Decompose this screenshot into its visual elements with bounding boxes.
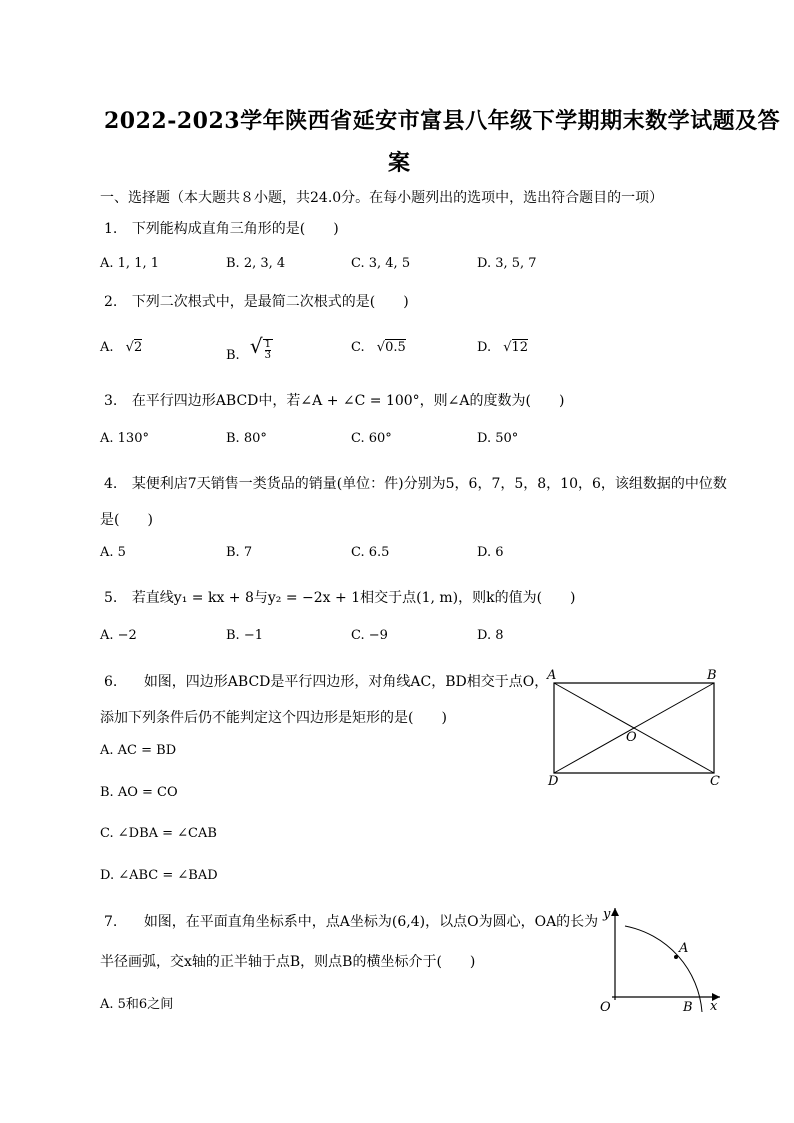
option-6c[interactable]: C. ∠DBA = ∠CAB — [100, 826, 217, 841]
option-6d[interactable]: D. ∠ABC = ∠BAD — [100, 868, 218, 883]
option-5d[interactable]: D. 8 — [477, 628, 504, 643]
option-2c[interactable]: C. √0.5 — [351, 340, 406, 355]
label-b: B — [707, 668, 717, 683]
option-4c[interactable]: C. 6.5 — [351, 545, 390, 560]
label-d: D — [548, 774, 559, 789]
question-number: 5. — [104, 590, 118, 606]
option-4d[interactable]: D. 6 — [477, 545, 504, 560]
option-5b[interactable]: B. −1 — [226, 628, 263, 643]
coordinate-figure — [592, 900, 732, 1020]
question-5 — [104, 587, 576, 607]
label-a: A — [547, 668, 557, 683]
page-title-line2: 案 — [388, 150, 411, 176]
option-5c[interactable]: C. −9 — [351, 628, 388, 643]
rectangle-figure — [540, 665, 730, 790]
option-3c[interactable]: C. 60° — [351, 431, 392, 446]
option-3a[interactable]: A. 130° — [100, 431, 149, 446]
question-text-line2: 添加下列条件后仍不能判定这个四边形是矩形的是( ) — [100, 710, 447, 726]
question-number: 4. — [104, 476, 118, 492]
question-text-line1: 如图，在平面直角坐标系中，点A坐标为(6,4)，以点O为圆心，OA的长为 — [143, 914, 599, 930]
option-5a[interactable]: A. −2 — [100, 628, 137, 643]
question-6 — [104, 671, 548, 691]
option-1a[interactable]: A. 1, 1, 1 — [100, 256, 159, 271]
page-title-line1: 2022-2023学年陕西省延安市富县八年级下学期期末数学试题及答 — [104, 108, 781, 134]
question-number: 3. — [104, 393, 118, 409]
label-o: O — [600, 1000, 611, 1015]
question-number: 6. — [104, 674, 118, 690]
option-3b[interactable]: B. 80° — [226, 431, 267, 446]
question-text-line2: 是( ) — [100, 512, 153, 528]
label-b: B — [683, 1000, 693, 1015]
question-4 — [104, 473, 727, 493]
question-text-line1: 如图，四边形ABCD是平行四边形，对角线AC，BD相交于点O， — [143, 674, 549, 690]
question-3 — [104, 390, 564, 410]
question-2 — [104, 291, 409, 311]
question-text: 在平行四边形ABCD中，若∠A + ∠C = 100°，则∠A的度数为( ) — [131, 393, 565, 409]
option-2a[interactable]: A. √2 — [100, 340, 143, 355]
option-1b[interactable]: B. 2, 3, 4 — [226, 256, 286, 271]
y-axis-arrow-icon — [611, 908, 619, 916]
question-number: 7. — [104, 914, 118, 930]
option-2b[interactable]: B. √ $\frac{1}{3}$ — [226, 334, 271, 363]
label-y: y — [603, 907, 611, 922]
point-a — [674, 955, 678, 959]
option-6a[interactable]: A. AC = BD — [100, 743, 177, 758]
question-7 — [104, 911, 598, 931]
label-c: C — [710, 774, 720, 789]
option-4a[interactable]: A. 5 — [100, 545, 126, 560]
section-header: 一、选择题（本大题共８小题，共24.0分。在每小题列出的选项中，选出符合题目的一项） — [100, 190, 664, 206]
label-x: x — [710, 999, 718, 1014]
option-2d[interactable]: D. √12 — [477, 340, 529, 355]
option-1d[interactable]: D. 3, 5, 7 — [477, 256, 537, 271]
label-a: A — [679, 941, 689, 956]
question-text: 若直线y₁ = kx + 8与y₂ = −2x + 1相交于点(1, m)，则k的值为( ) — [131, 590, 576, 606]
option-4b[interactable]: B. 7 — [226, 545, 253, 560]
question-number: 2. — [104, 294, 118, 310]
option-6b[interactable]: B. AO = CO — [100, 785, 178, 800]
option-3d[interactable]: D. 50° — [477, 431, 519, 446]
label-o: O — [626, 730, 637, 745]
question-text-line2: 半径画弧，交x轴的正半轴于点B，则点B的横坐标介于( ) — [100, 954, 476, 970]
question-number: 1. — [104, 221, 118, 237]
option-1c[interactable]: C. 3, 4, 5 — [351, 256, 411, 271]
question-1 — [104, 218, 339, 238]
question-text: 下列能构成直角三角形的是( ) — [131, 221, 339, 237]
question-text: 下列二次根式中，是最简二次根式的是( ) — [131, 294, 409, 310]
question-text-line1: 某便利店7天销售一类货品的销量(单位：件)分别为5，6，7，5，8，10，6，该组数据的中位数 — [131, 476, 727, 492]
option-7a[interactable]: A. 5和6之间 — [100, 997, 174, 1012]
